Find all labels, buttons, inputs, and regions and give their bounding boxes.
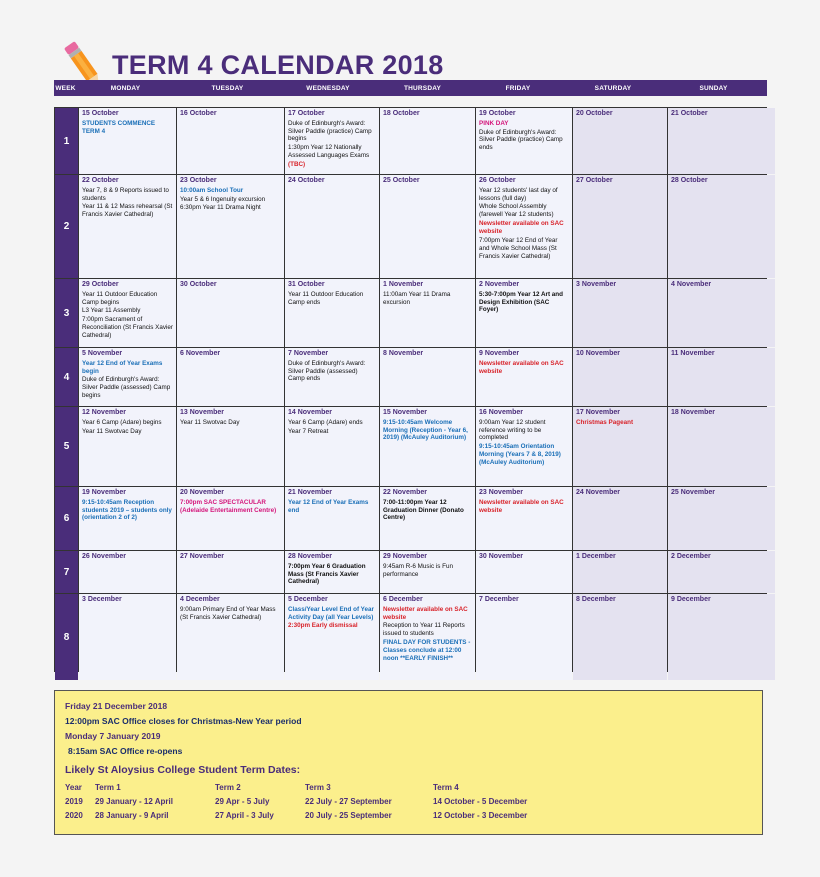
event-text: Duke of Edinburgh's Award: Silver Paddle (practice) Camp begins [288,119,372,143]
terms-cell: 29 January - 12 April [95,796,173,806]
day-date: 17 November [576,409,620,416]
day-cell [285,175,379,278]
day-cell [177,407,284,486]
day-cell [79,175,176,278]
day-cell [476,348,572,406]
day-cell [668,279,775,347]
day-date: 4 November [671,281,712,288]
terms-cell: 2019 [65,796,83,806]
day-cell [476,487,572,550]
column-header: THURSDAY [403,84,442,92]
day-date: 2 November [479,281,520,288]
calendar-grid [54,107,767,672]
event-text: 7:00pm SAC SPECTACULAR (Adelaide Entertainment Centre) [180,498,277,514]
day-date: 7 December [479,596,519,603]
day-date: 26 November [82,553,126,560]
day-cell [668,407,775,486]
terms-cell: 12 October - 3 December [433,810,528,820]
event-text: Whole School Assembly (farewell Year 12 students) [479,203,554,219]
day-date: 28 October [671,177,708,184]
event-text: 5:30-7:00pm Year 12 Art and Design Exhibition (SAC Foyer) [479,290,563,314]
day-date: 6 December [383,596,423,603]
day-date: 3 December [82,596,122,603]
day-cell [79,108,176,174]
event-text: Year 6 Camp (Adare) begins [82,418,162,426]
day-cell [476,551,572,593]
event-text: 10:00am School Tour [180,186,244,194]
day-date: 1 November [383,281,424,288]
week-number: 2 [55,175,78,278]
day-cell [573,594,667,680]
day-date: 16 October [180,110,217,117]
day-date: 30 November [479,553,523,560]
day-date: 8 December [576,596,616,603]
day-cell [380,407,475,486]
day-cell [668,348,775,406]
terms-cell: 28 January - 9 April [95,810,169,820]
terms-row [65,794,573,808]
info-date-2: Monday 7 January 2019 [65,731,161,741]
day-date: 2 December [671,553,711,560]
terms-row [65,808,573,822]
day-cell [177,348,284,406]
column-header: TUESDAY [211,84,244,92]
day-cell [79,407,176,486]
day-cell [573,279,667,347]
day-date: 21 November [288,489,332,496]
day-date: 5 December [288,596,328,603]
day-cell [476,407,572,486]
event-text: 1:30pm Year 12 Nationally Assessed Languages Exams [288,144,370,160]
day-cell [380,108,475,174]
day-date: 24 October [288,177,325,184]
week-number: 6 [55,487,78,550]
day-date: 13 November [180,409,224,416]
day-date: 9 December [671,596,711,603]
week-number: 1 [55,108,78,174]
terms-cell: 14 October - 5 December [433,796,528,806]
event-text: Year 5 & 6 Ingenuity excursion [180,195,266,203]
event-text: Newsletter available on SAC website [479,220,564,236]
day-cell [177,279,284,347]
day-cell [380,175,475,278]
event-text: STUDENTS COMMENCE TERM 4 [82,119,156,135]
week-number: 3 [55,279,78,347]
day-date: 25 November [671,489,715,496]
event-text: 2:30pm Early dismissal [288,622,358,630]
event-text: 7:00pm Year 6 Graduation Mass (St Francis Xavier Cathedral) [288,562,366,586]
week-number: 5 [55,407,78,486]
day-cell [177,487,284,550]
day-date: 27 October [576,177,613,184]
day-date: 20 November [180,489,224,496]
week-number: 7 [55,551,78,593]
day-cell [79,551,176,593]
day-cell [285,551,379,593]
day-cell [177,175,284,278]
day-cell [177,108,284,174]
day-cell [668,594,775,680]
day-cell [380,279,475,347]
event-text: Year 7, 8 & 9 Reports issued to students [82,186,169,202]
terms-cell: Year [65,782,82,792]
terms-row [65,780,573,794]
day-date: 18 October [383,110,420,117]
day-date: 11 November [671,350,715,357]
event-text: 11:00am Year 11 Drama excursion [383,290,451,306]
column-header: WEDNESDAY [306,84,350,92]
event-text: 7:00pm Year 12 End of Year and Whole School Mass (St Francis Xavier Cathedral) [479,236,558,260]
day-cell [380,487,475,550]
day-date: 19 November [82,489,126,496]
day-cell [380,594,475,680]
day-cell [380,551,475,593]
day-date: 22 October [82,177,119,184]
day-date: 27 November [180,553,224,560]
day-cell [285,279,379,347]
day-date: 21 October [671,110,708,117]
event-text: 9:15-10:45am Orientation Morning (Years 7 & 8, 2019) (McAuley Auditorium) [479,443,561,467]
day-cell [79,594,176,680]
event-text: Year 11 Swotvac Day [180,418,240,426]
day-cell [476,594,572,680]
info-text-1: 12:00pm SAC Office closes for Christmas-New Year period [65,716,302,726]
terms-cell: Term 3 [305,782,331,792]
week-number: 4 [55,348,78,406]
event-text: Year 11 Outdoor Education Camp ends [288,290,364,306]
day-date: 18 November [671,409,715,416]
event-text: 7:00pm Sacrament of Reconciliation (St Francis Xavier Cathedral) [82,316,173,340]
day-date: 22 November [383,489,427,496]
day-date: 6 November [180,350,221,357]
day-cell [79,487,176,550]
day-cell [285,108,379,174]
event-text: Year 11 & 12 Mass rehearsal (St Francis Xavier Cathedral) [82,203,173,219]
column-header: FRIDAY [505,84,531,92]
day-cell [285,594,379,680]
info-date-1: Friday 21 December 2018 [65,701,168,711]
page-title: TERM 4 CALENDAR 2018 [112,49,444,80]
day-date: 14 November [288,409,332,416]
terms-cell: Term 1 [95,782,121,792]
day-date: 4 December [180,596,220,603]
day-date: 15 November [383,409,427,416]
day-date: 10 November [576,350,620,357]
column-header: SATURDAY [594,84,632,92]
terms-cell: 2020 [65,810,83,820]
day-cell [573,108,667,174]
event-text: 9:45am R-6 Music is Fun performance [383,562,453,578]
day-date: 30 October [180,281,217,288]
event-text: Reception to Year 11 Reports issued to students [383,622,465,638]
event-text: Year 6 Camp (Adare) ends [288,418,363,426]
event-text: 9:15-10:45am Reception students 2019 – students only (orientation 2 of 2) [82,498,172,522]
day-cell [79,348,176,406]
event-text: Year 12 End of Year Exams end [288,498,369,514]
day-date: 29 November [383,553,427,560]
day-cell [668,551,775,593]
event-text: Year 11 Swotvac Day [82,427,142,435]
event-text: PINK DAY [479,119,509,127]
day-date: 24 November [576,489,620,496]
calendar-header [54,80,767,96]
day-date: 19 October [479,110,516,117]
event-text: (TBC) [288,161,306,169]
day-date: 28 November [288,553,332,560]
day-date: 1 December [576,553,616,560]
column-header: MONDAY [110,84,141,92]
event-text: Year 7 Retreat [288,427,329,435]
event-text: Year 12 End of Year Exams begin [82,359,163,375]
day-date: 31 October [288,281,325,288]
day-cell [573,175,667,278]
event-text: Class/Year Level End of Year Activity Day (all Year Levels) [288,605,374,621]
day-cell [380,348,475,406]
info-box [54,690,763,835]
day-cell [668,487,775,550]
terms-cell: 29 Apr - 5 July [215,796,270,806]
event-text: Duke of Edinburgh's Award: Silver Paddle (assessed) Camp ends [288,359,366,383]
day-cell [177,551,284,593]
day-cell [476,175,572,278]
event-text: 9:15-10:45am Welcome Morning (Reception - Year 6, 2019) (McAuley Auditorium) [383,418,468,442]
day-cell [476,108,572,174]
event-text: Year 12 students' last day of lessons (full day) [479,186,558,202]
event-text: Duke of Edinburgh's Award: Silver Paddle (practice) Camp ends [479,128,563,152]
event-text: Duke of Edinburgh's Award: Silver Paddle (assessed) Camp begins [82,376,171,400]
column-header: SUNDAY [699,84,728,92]
day-date: 3 November [576,281,617,288]
event-text: Newsletter available on SAC website [383,605,468,621]
day-cell [573,348,667,406]
terms-cell: 22 July - 27 September [305,796,392,806]
day-date: 12 November [82,409,126,416]
terms-cell: 20 July - 25 September [305,810,392,820]
day-cell [285,348,379,406]
event-text: FINAL DAY FOR STUDENTS - Classes conclude at 12:00 noon **EARLY FINISH** [383,639,471,662]
event-text: L3 Year 11 Assembly [82,307,141,315]
day-date: 20 October [576,110,613,117]
event-text: 9:00am Year 12 student reference writing to be completed [479,418,546,442]
day-cell [285,407,379,486]
day-date: 23 November [479,489,523,496]
day-cell [79,279,176,347]
day-date: 26 October [479,177,516,184]
week-number: 8 [55,594,78,680]
day-date: 25 October [383,177,420,184]
event-text: Newsletter available on SAC website [479,359,564,375]
day-cell [573,487,667,550]
event-text: 7:00-11:00pm Year 12 Graduation Dinner (Donato Centre) [383,498,464,522]
day-cell [573,407,667,486]
event-text: Year 11 Outdoor Education Camp begins [82,290,158,306]
day-date: 5 November [82,350,123,357]
day-date: 15 October [82,110,119,117]
event-text: 6:30pm Year 11 Drama Night [180,204,261,212]
terms-cell: 27 April - 3 July [215,810,274,820]
day-date: 8 November [383,350,424,357]
event-text: 9:00am Primary End of Year Mass (St Francis Xavier Cathedral) [180,605,276,621]
day-date: 16 November [479,409,523,416]
day-date: 17 October [288,110,325,117]
terms-title: Likely St Aloysius College Student Term Dates: [65,764,301,776]
terms-cell: Term 4 [433,782,459,792]
event-text: Christmas Pageant [576,418,634,426]
day-cell [573,551,667,593]
day-date: 9 November [479,350,520,357]
day-date: 29 October [82,281,119,288]
info-text-2: 8:15am SAC Office re-opens [68,746,183,756]
terms-table [65,780,573,822]
day-date: 23 October [180,177,217,184]
day-cell [476,279,572,347]
event-text: Newsletter available on SAC website [479,498,564,514]
day-cell [285,487,379,550]
day-cell [668,175,775,278]
column-header: WEEK [55,84,76,92]
terms-cell: Term 2 [215,782,241,792]
day-cell [668,108,775,174]
day-date: 7 November [288,350,329,357]
day-cell [177,594,284,680]
